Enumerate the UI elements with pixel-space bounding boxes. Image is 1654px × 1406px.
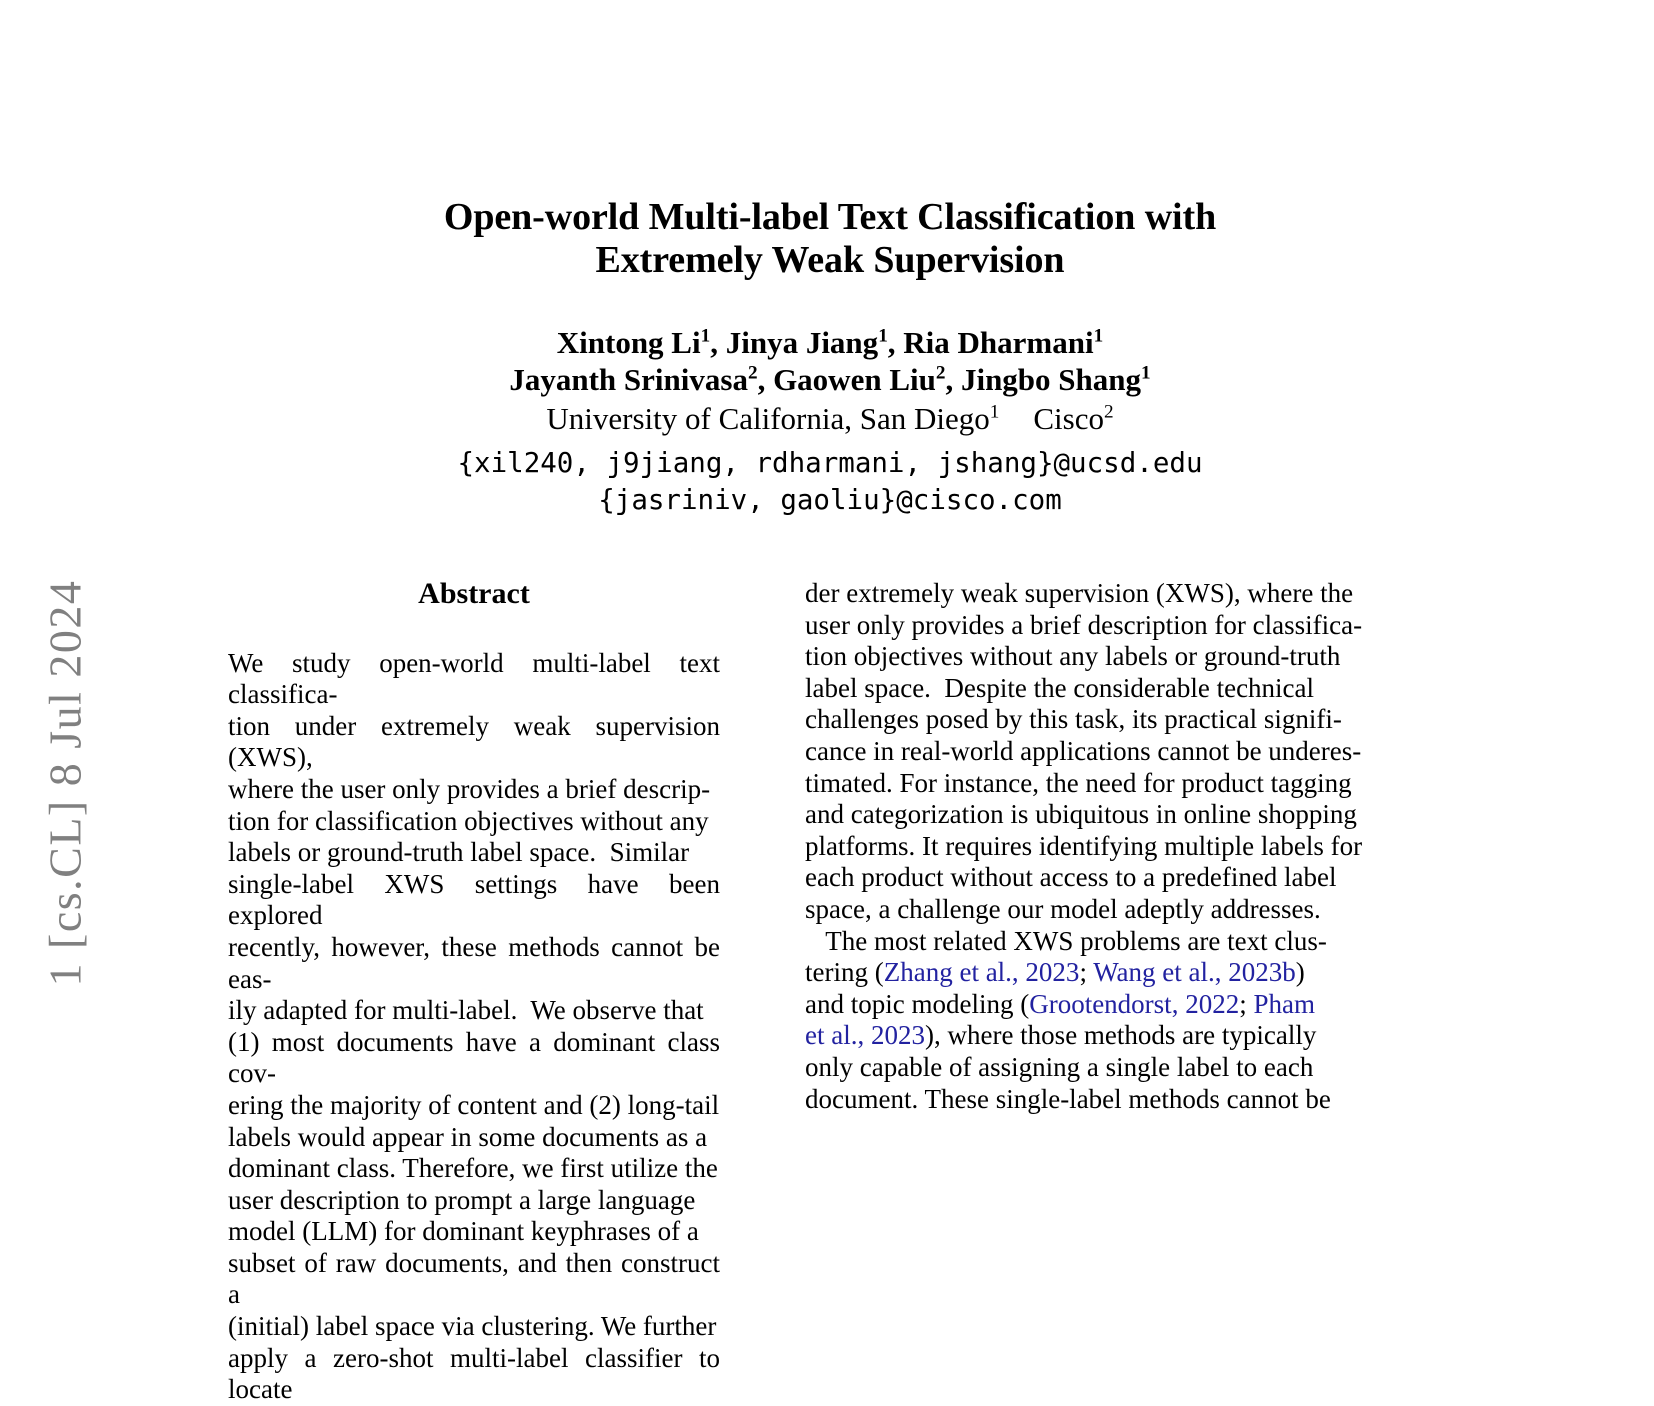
author-affil-marker: 2 xyxy=(935,362,946,384)
author-affil-marker: 1 xyxy=(1141,362,1151,384)
text-line xyxy=(805,926,1383,958)
column-left xyxy=(228,577,727,1406)
author-affil-marker: 2 xyxy=(747,362,758,384)
citation-link[interactable]: , xyxy=(857,1020,871,1051)
author-xintong-li: Xintong Li xyxy=(556,325,701,360)
affiliation-line xyxy=(250,400,1410,437)
text-line: tion objectives without any labels or ground-truth xyxy=(805,641,1341,672)
text-line: challenges posed by this task, its practical signifi- xyxy=(805,704,1342,735)
text-line: where the user only provides a brief descrip- xyxy=(228,773,711,804)
text-line xyxy=(805,1020,1383,1052)
author-block xyxy=(250,325,1410,518)
text-run: ; xyxy=(1079,957,1094,988)
text-line: user description to prompt a large language xyxy=(228,1184,696,1215)
text-line: each product without access to a predefined label xyxy=(805,862,1337,893)
text-run: ) xyxy=(1295,957,1305,988)
text-line: recently, however, these methods cannot be eas- xyxy=(228,931,727,994)
text-line xyxy=(805,1084,1383,1116)
text-line: label space. Despite the considerable technical xyxy=(805,672,1315,703)
text-run: tering ( xyxy=(805,957,884,988)
text-line: ering the majority of content and (2) long-tail xyxy=(228,1089,720,1120)
text-line: user only provides a brief description for classifica- xyxy=(805,609,1363,640)
citation-link[interactable]: Wang et al., 2023b xyxy=(1093,957,1296,988)
author-affil-marker: 1 xyxy=(1093,325,1104,347)
author-gaowen-liu: , Gaowen Liu xyxy=(757,361,936,397)
author-line-2 xyxy=(250,362,1410,399)
text-run: ), where those methods are typically xyxy=(924,1020,1317,1051)
paper-title-line-2: Extremely Weak Supervision xyxy=(595,239,1065,282)
citation-link[interactable]: 2023 xyxy=(870,1020,925,1051)
text-line: dominant class. Therefore, we first utilize the xyxy=(228,1153,718,1184)
text-run: ; xyxy=(1239,988,1254,1019)
title-block xyxy=(250,196,1410,283)
text-run: only capable of assigning a single label to each xyxy=(805,1051,1314,1082)
text-line: der extremely weak supervision (XWS), where the xyxy=(805,578,1354,608)
citation-link[interactable]: 2022 xyxy=(1185,988,1240,1019)
text-line: and categorization is ubiquitous in online shopping xyxy=(805,799,1357,830)
text-line: labels or ground-truth label space. Similar xyxy=(228,837,690,868)
text-line xyxy=(805,989,1383,1021)
email-line-ucsd: {xil240, j9jiang, rdharmani, jshang}@ucsd.edu xyxy=(457,447,1203,480)
email-line-cisco: {jasriniv, gaoliu}@cisco.com xyxy=(598,483,1062,516)
text-line: tion for classification objectives without any xyxy=(228,805,709,836)
text-line: single-label XWS settings have been explored xyxy=(228,868,727,931)
text-line: platforms. It requires identifying multiple labels for xyxy=(805,830,1363,861)
affiliation-ucsd: University of California, San Diego xyxy=(546,401,990,437)
abstract-heading: Abstract xyxy=(418,577,530,610)
text-line: ily adapted for multi-label. We observe that xyxy=(228,995,704,1026)
text-line: labels would appear in some documents as a xyxy=(228,1121,708,1152)
arxiv-stamp: 1 [cs.CL] 8 Jul 2024 xyxy=(39,579,91,987)
text-line: tion under extremely weak supervision (XWS), xyxy=(228,710,727,773)
citation-link[interactable]: Pham xyxy=(1253,988,1315,1019)
text-line: subset of raw documents, and then construct a xyxy=(228,1247,727,1310)
text-line: cance in real-world applications cannot be underes- xyxy=(805,735,1362,766)
affiliation-marker: 1 xyxy=(989,401,1000,423)
citation-link[interactable]: , xyxy=(1171,988,1186,1019)
intro-paragraph-1 xyxy=(805,578,1383,926)
author-line-1 xyxy=(250,325,1410,362)
text-line xyxy=(805,957,1383,989)
text-line: (initial) label space via clustering. We further xyxy=(228,1311,717,1342)
intro-paragraph-2 xyxy=(805,926,1383,1116)
text-run: document. These single-label methods cannot be xyxy=(805,1083,1331,1114)
text-line: apply a zero-shot multi-label classifier to locate xyxy=(228,1342,727,1405)
text-run: and topic modeling ( xyxy=(805,988,1030,1019)
abstract-body xyxy=(228,647,727,1406)
text-line: We study open-world multi-label text classifica- xyxy=(228,647,727,710)
citation-link[interactable]: et al. xyxy=(805,1020,858,1051)
text-run: The most related XWS problems are text clus- xyxy=(805,925,1327,956)
author-jinya-jiang: , Jinya Jiang xyxy=(710,325,879,360)
text-line: space, a challenge our model adeptly addresses. xyxy=(805,893,1321,924)
author-ria-dharmani: , Ria Dharmani xyxy=(887,325,1094,360)
text-line: model (LLM) for dominant keyphrases of a xyxy=(228,1216,699,1247)
author-affil-marker: 1 xyxy=(700,325,711,347)
author-jingbo-shang: , Jingbo Shang xyxy=(945,361,1142,397)
citation-link[interactable]: Grootendorst xyxy=(1029,988,1172,1019)
text-line xyxy=(805,1052,1383,1084)
text-line: (1) most documents have a dominant class cov- xyxy=(228,1026,727,1089)
citation-link[interactable]: Zhang et al., 2023 xyxy=(883,957,1080,988)
page-title xyxy=(250,196,1410,283)
column-right xyxy=(805,578,1383,1115)
author-affil-marker: 1 xyxy=(878,325,888,347)
affiliation-marker: 2 xyxy=(1104,401,1114,423)
affiliation-cisco: Cisco xyxy=(1033,401,1104,437)
author-jayanth-srinivasa: Jayanth Srinivasa xyxy=(509,361,748,397)
text-line: timated. For instance, the need for product tagging xyxy=(805,767,1352,798)
paper-title-line-1: Open-world Multi-label Text Classification with xyxy=(443,196,1217,238)
